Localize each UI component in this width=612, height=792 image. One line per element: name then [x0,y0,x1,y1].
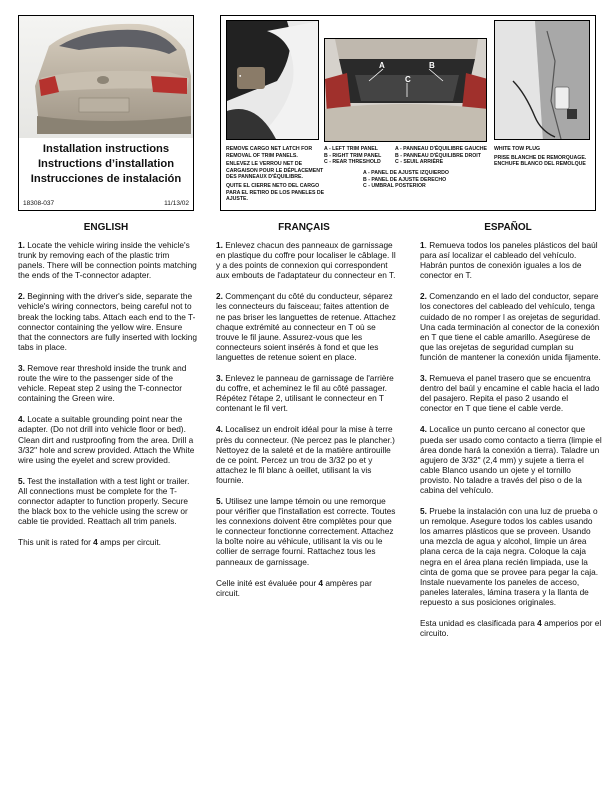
cover-panel [18,15,194,211]
english-step-5: 5. Test the installation with a test light or trailer. All connections must be complete for the T-connector adapter to function properly. Secure the black box to the vehicle using the screw or cable tie provided. Reattach all trim panels. [18,475,190,527]
caption-trunk-es: A - PANEL DE AJUSTE IZQUIERDO B - PANEL DE AJUSTE DERECHO C - UMBRAL POSTERIOR [363,170,449,190]
title-french: Instructions d’installation [37,158,175,170]
heading-spanish: ESPAÑOL [484,222,532,233]
document-number: 18308-037 [23,200,55,207]
heading-french: FRANÇAIS [278,222,330,233]
document-date: 11/13/02 [164,200,189,207]
caption-trunk-en: A - LEFT TRIM PANEL B - RIGHT TRIM PANEL C - REAR THRESHOLD [324,146,382,166]
french-step-5: 5. Utilisez une lampe témoin ou une remorque pour vérifier que l'installation est correcte. Toutes les connexions doivent être complètes pour que le connecteur fonctionne correctement. Attachez la boîte noire au véhicule, utilisant la vis ou le collier de serrage fourni. Rattachez tous les panneaux de garnissage. [216,495,396,567]
cargo-latch-image [227,21,319,140]
caption-tow-plug: WHITE TOW PLUG PRISE BLANCHE DE REMORQUAGE. ENCHUFE BLANCO DEL REMOLQUE [494,146,587,168]
photo-tow-plug [494,20,590,140]
trunk-image [325,39,487,142]
photo-trunk [324,38,487,142]
heading-english: ENGLISH [83,222,129,233]
caption-trunk-fr: A - PANNEAU D'ÉQUILIBRE GAUCHE B - PANNEAU D'ÉQUILIBRE DROIT C - SEUIL ARRIÈRE [395,146,488,166]
french-step-1: 1. Enlevez chacun des panneaux de garnissage en plastique du coffre pour localiser le câblage. Il y a des points de connexion qui correspondent aux embouts de l'adaptateur du connecteur en T. [216,240,396,281]
photo-cargo-latch [226,20,319,140]
label-c: C [405,75,411,84]
title-block [19,142,193,187]
title-english: Installation instructions [42,143,170,155]
english-step-3: 3. Remove rear threshold inside the trunk and route the wire to the passenger side of the vehicle. Repeat step 2 using the T-connector containing the Green wire. [18,362,187,404]
car-photo [19,16,193,138]
tow-plug-image [495,21,590,140]
english-step-2: 2. Beginning with the driver's side, separate the vehicle's wiring connectors, being careful not to break the locking tabs. Attach each end to the T-connector containing the yellow wire. Ensure that the connectors are fully inserted with locking tabs in place. [18,291,197,352]
title-spanish: Instrucciones de instalación [30,173,182,185]
english-rating: This unit is rated for 4 amps per circuit. [18,537,161,548]
spanish-column [420,240,602,649]
spanish-rating: Esta unidad es clasificada para 4 amperios por el circuito. [420,618,602,639]
photos-panel [220,15,596,211]
french-step-3: 3. Enlevez le panneau de garnissage de l'arrière du coffre, et acheminez le fil au côté passager. Répétez l'étape 2, utilisant le connecteur en T contenant le fil vert. [216,373,394,414]
spanish-step-3: 3. Remueva el panel trasero que se encuentra dentro del baúl y encamine el cable hacia el lado del pasajero. Repita el paso 2 usando el conector en T que tiene el cable verde. [420,373,600,414]
french-column [216,240,398,609]
english-step-1: 1. Locate the vehicle wiring inside the vehicle's trunk by removing each of the plastic trim panels. There will be connection points matching the ends of the T-connector adapter. [18,240,197,281]
label-a: A [379,61,385,70]
spanish-step-5: 5. Pruebe la instalación con una luz de prueba o un remolque. Asegure todos los cables usando los amarres plásticos que se proveen. Usando una mezcla de agua y alcohol, limpie un área plana cerca de la caja negra. Coloque la caja negra en el área plana recién limpiada, use la cinta de goma que se provee para pegar la caja. Instale nuevamente los paneles de acceso, paneles laterales, lámina trasera y la llanta de repuesto a sus posiciones originales. [420,506,599,607]
french-rating: Celle inité est évaluée pour 4 ampères par circuit. [216,577,372,598]
english-step-4: 4. Locate a suitable grounding point near the adapter. (Do not drill into vehicle floor or bed). Clean dirt and rustproofing from the area. Drill a 3/32" hole and screw provided. Attach the White wire using the eyelet and screw provided. [18,414,195,465]
spanish-step-4: 4. Localice un punto cercano al conector que pueda ser usado como contacto a tierra (limpie el área donde hará la conexión a tierra). Taladre un agujero de 3/32" (2,4 mm) y sujete a tierra el cable Blanco usando un ojete y el tornillo provisto. No taladre a través del piso o de la cabina del vehículo. [420,424,602,495]
caption-cargo-latch: REMOVE CARGO NET LATCH FOR REMOVAL OF TRIM PANELS. ENLEVEZ LE VERROU NET DE CARGAISON POUR LE DÉPLACEMENT DES PANNEAUX D'ÉQUILIBRE. QUITE EL CIERRE NETO DEL CARGO PARA EL RETIRO DE LOS PANELES DE AJUSTE. [226,146,325,203]
french-step-4: 4. Localisez un endroit idéal pour la mise à terre près du connecteur. (Ne percez pas le plancher.) Nettoyez de la saleté et de la matière antirouille de ce point. Percez un trou de 3/32 po et y attachez le fil blanc à oeillet, utilisant la vis fournie. [216,424,395,485]
french-step-2: 2. Commençant du côté du conducteur, séparez les connecteurs du faisceau; faites attention de ne pas briser les languettes de retenue. Attachez chaque extrémité au connecteur en T où se trouve le fil jaune. Assurez-vous que les connecteurs soient insérés à fond et que les languettes de retenue soient en place. [216,291,396,362]
spanish-step-1: 1. Remueva todos los paneles plásticos del baúl para así localizar el cableado del vehículo. Habrán puntos de conexión iguales a los de conector en T. [420,240,598,281]
svg-text:●: ● [239,73,242,78]
english-column [18,240,198,558]
spanish-step-2: 2. Comenzando en el lado del conductor, separe los conectores del cableado del vehículo, tenga cuidado de no romper l as orejetas de seguridad. Una cada terminación al conector de la conexión en T que tiene el cable amarillo. Asegúrese de que las orejetas de seguridad cumplan su función de mantener la conexión unida fijamente. [420,291,601,362]
label-b: B [429,61,435,70]
